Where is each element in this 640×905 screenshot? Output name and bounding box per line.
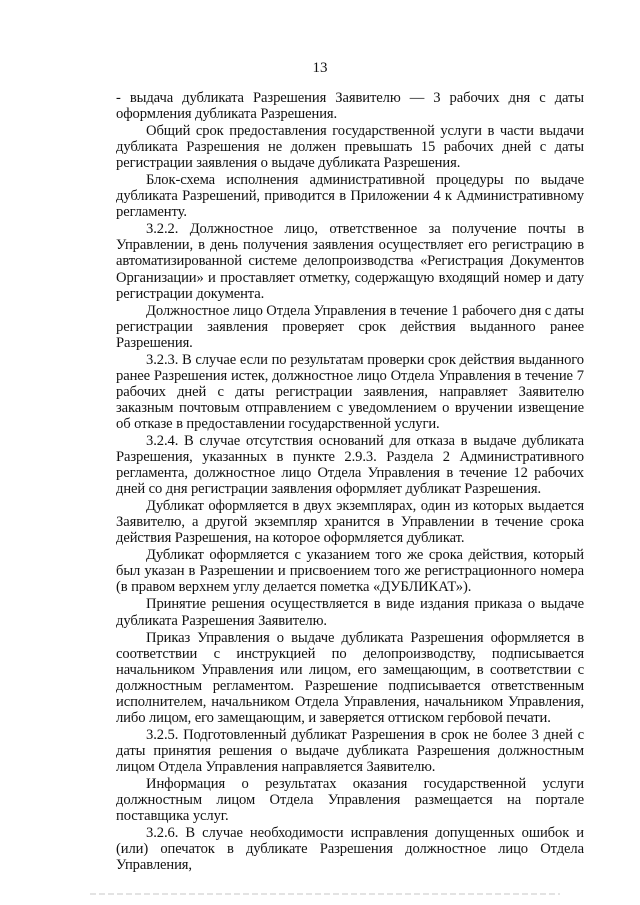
paragraph: 3.2.4. В случае отсутствия оснований для отказа в выдаче дубликата Разрешения, указанных в пункте 2.9.3. Раздела 2 Административного регламента, должностное лицо Отдела Управления в течение 12 рабочих дней со дня регистрации заявления оформляет дубликат Разрешения. xyxy=(116,432,584,498)
paragraph: Принятие решения осуществляется в виде издания приказа о выдаче дубликата Разрешения Заявителю. xyxy=(116,596,584,629)
document-body xyxy=(116,90,584,874)
paragraph: Информация о результатах оказания государственной услуги должностным лицом Отдела Управления размещается на портале поставщика услуг. xyxy=(116,775,584,825)
paragraph: 3.2.6. В случае необходимости исправления допущенных ошибок и (или) опечаток в дубликате Разрешения должностное лицо Отдела Управления, xyxy=(116,825,584,874)
paragraph: Блок-схема исполнения административной процедуры по выдаче дубликата Разрешений, приводится в Приложении 4 к Административному регламенту. xyxy=(116,172,584,221)
paragraph: Дубликат оформляется с указанием того же срока действия, который был указан в Разрешении и присвоением того же регистрационного номера (в правом верхнем углу делается пометка «ДУБЛИКАТ»). xyxy=(116,547,584,596)
paragraph: Дубликат оформляется в двух экземплярах, один из которых выдается Заявителю, а другой экземпляр хранится в Управлении в течение срока действия Разрешения, на которое оформляется дубликат. xyxy=(116,498,584,547)
paragraph: Общий срок предоставления государственной услуги в части выдачи дубликата Разрешения не должен превышать 15 рабочих дней с даты регистрации заявления о выдаче дубликата Разрешения. xyxy=(116,123,584,172)
paragraph: 3.2.5. Подготовленный дубликат Разрешения в срок не более 3 дней с даты принятия решения о выдаче дубликата Разрешения должностным лицом Отдела Управления направляется Заявителю. xyxy=(116,726,584,775)
paragraph: Приказ Управления о выдаче дубликата Разрешения оформляется в соответствии с инструкцией по делопроизводству, подписывается начальником Управления или лицом, его замещающим, в соответствии с должностным регламентом. Разрешение подписывается ответственным исполнителем, начальником Отдела Управления, начальником Управления, либо лицом, его замещающим, и заверяется оттиском гербовой печати. xyxy=(116,629,584,726)
scan-edge-artifact xyxy=(90,893,560,895)
paragraph: Должностное лицо Отдела Управления в течение 1 рабочего дня с даты регистрации заявления проверяет срок действия выданного ранее Разрешения. xyxy=(116,302,584,351)
paragraph: - выдача дубликата Разрешения Заявителю — 3 рабочих дня с даты оформления дубликата Разрешения. xyxy=(116,90,584,123)
paragraph: 3.2.3. В случае если по результатам проверки срок действия выданного ранее Разрешения истек, должностное лицо Отдела Управления в течение 7 рабочих дней с даты регистрации заявления, направляет Заявителю заказным почтовым отправлением с уведомлением о вручении извещение об отказе в предоставлении государственной услуги. xyxy=(116,351,584,432)
paragraph: 3.2.2. Должностное лицо, ответственное за получение почты в Управлении, в день получения заявления осуществляет его регистрацию в автоматизированной системе делопроизводства «Регистрация Документов Организации» и проставляет отметку, содержащую входящий номер и дату регистрации документа. xyxy=(116,221,584,302)
page-number: 13 xyxy=(312,60,328,76)
